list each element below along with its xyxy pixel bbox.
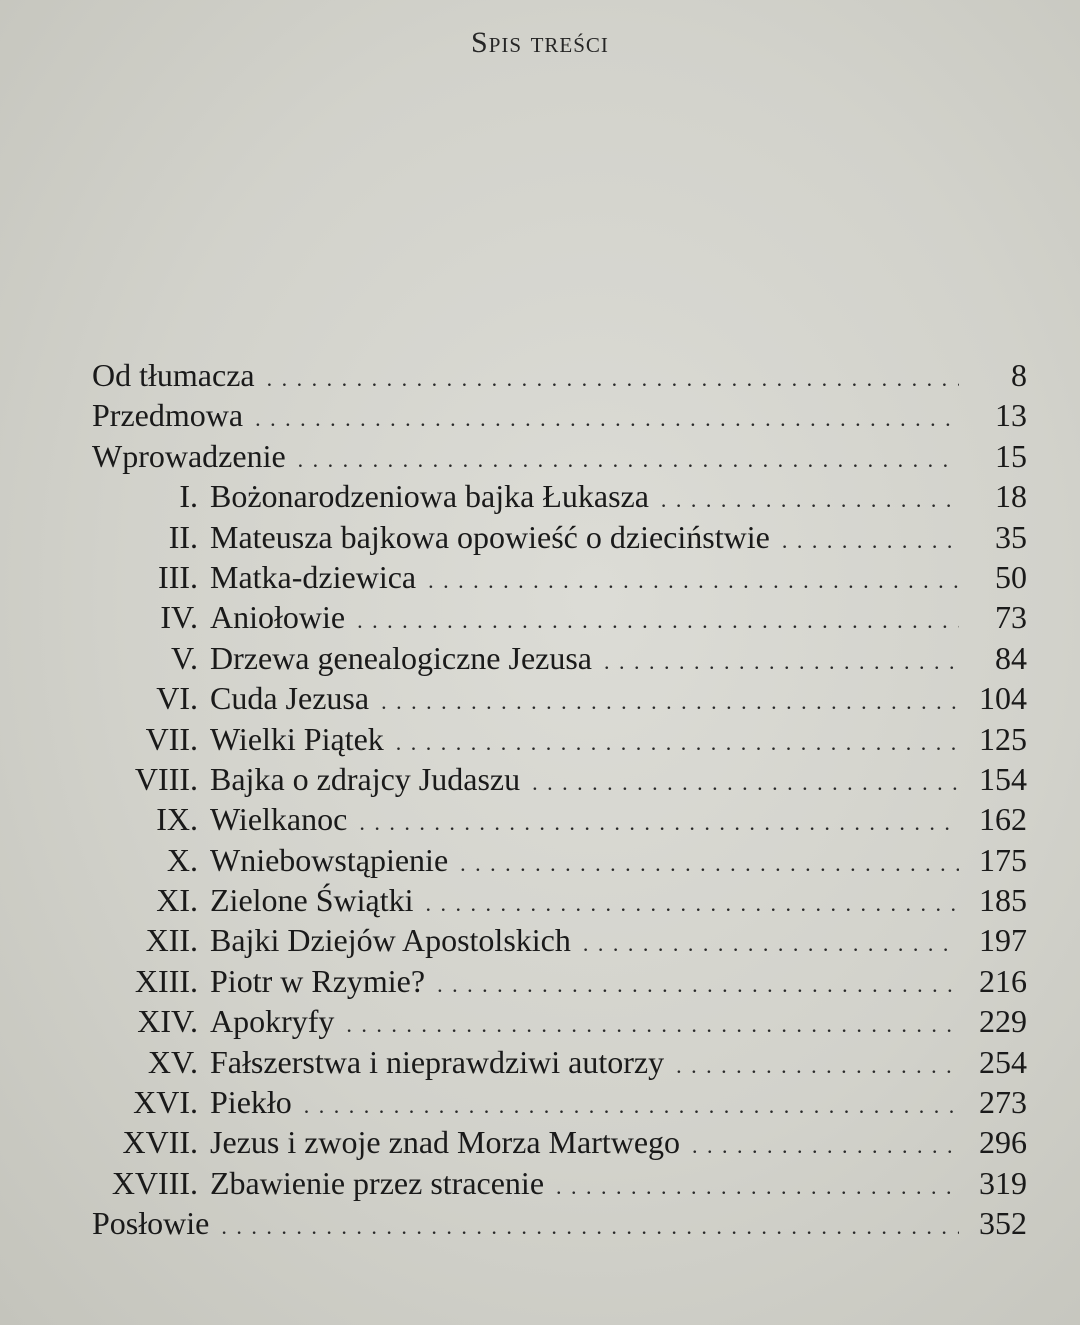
dot-leader <box>782 521 959 561</box>
page-number: 73 <box>995 599 1027 636</box>
page-number: 13 <box>995 397 1027 434</box>
page-number: 35 <box>995 518 1027 555</box>
toc-entry <box>0 719 1080 759</box>
dot-leader <box>437 965 959 1005</box>
chapter-title: Wielkanoc <box>210 801 348 838</box>
dot-leader <box>396 723 959 763</box>
chapter-number: III. <box>158 558 198 595</box>
dot-leader <box>298 440 959 480</box>
toc-entry <box>0 395 1080 435</box>
dot-leader <box>255 399 959 439</box>
chapter-number: IX. <box>156 801 198 838</box>
page-title: Spis treści <box>471 26 609 59</box>
toc-entry <box>0 517 1080 557</box>
dot-leader <box>381 682 959 722</box>
dot-leader <box>460 844 959 884</box>
toc-entry <box>0 1163 1080 1203</box>
page-number: 18 <box>995 478 1027 515</box>
toc-entry <box>0 678 1080 718</box>
chapter-title: Piekło <box>210 1084 292 1121</box>
dot-leader <box>604 642 959 682</box>
toc-entry <box>0 799 1080 839</box>
dot-leader <box>692 1126 959 1166</box>
chapter-number: IV. <box>160 599 198 636</box>
dot-leader <box>556 1167 959 1207</box>
page-number: 319 <box>979 1164 1027 1201</box>
dot-leader <box>583 924 959 964</box>
chapter-title: Wprowadzenie <box>92 437 286 474</box>
chapter-number: XVI. <box>133 1084 198 1121</box>
chapter-title: Zbawienie przez stracenie <box>210 1164 545 1201</box>
page-number: 104 <box>979 680 1027 717</box>
chapter-number: II. <box>168 518 198 555</box>
page-number: 254 <box>979 1043 1027 1080</box>
dot-leader <box>267 359 959 399</box>
toc-entry <box>0 638 1080 678</box>
toc-entry <box>0 880 1080 920</box>
toc-entry <box>0 355 1080 395</box>
chapter-title: Mateusza bajkowa opowieść o dzieciństwie <box>210 518 770 555</box>
chapter-title: Zielone Świątki <box>210 882 414 919</box>
toc-entry <box>0 557 1080 597</box>
dot-leader <box>426 884 959 924</box>
page-number: 197 <box>979 922 1027 959</box>
page-number: 50 <box>995 558 1027 595</box>
dot-leader <box>661 480 959 520</box>
chapter-title: Aniołowie <box>210 599 346 636</box>
chapter-title: Cuda Jezusa <box>210 680 370 717</box>
toc-entry <box>0 597 1080 637</box>
chapter-number: VIII. <box>134 760 198 797</box>
chapter-title: Piotr w Rzymie? <box>210 962 426 999</box>
chapter-number: XIV. <box>137 1003 198 1040</box>
chapter-title: Wielki Piątek <box>210 720 384 757</box>
chapter-title: Bożonarodzeniowa bajka Łukasza <box>210 478 649 515</box>
chapter-number: I. <box>179 478 198 515</box>
dot-leader <box>304 1086 959 1126</box>
toc-entry <box>0 840 1080 880</box>
chapter-title: Przedmowa <box>92 397 244 434</box>
page-number: 8 <box>1011 357 1027 393</box>
page-number: 296 <box>979 1124 1027 1161</box>
chapter-number: VI. <box>156 680 198 717</box>
chapter-title: Apokryfy <box>210 1003 335 1040</box>
page-number: 15 <box>995 437 1027 474</box>
toc-entry <box>0 1001 1080 1041</box>
dot-leader <box>346 1005 959 1045</box>
toc-entry <box>0 476 1080 516</box>
chapter-title: Posłowie <box>92 1205 210 1242</box>
dot-leader <box>428 561 959 601</box>
toc-entry <box>0 1042 1080 1082</box>
toc-entry <box>0 920 1080 960</box>
toc-entry <box>0 436 1080 476</box>
page-number: 216 <box>979 962 1027 999</box>
chapter-title: Od tłumacza <box>92 357 255 393</box>
page-number: 273 <box>979 1084 1027 1121</box>
toc-entry <box>0 1122 1080 1162</box>
page-number: 175 <box>979 841 1027 878</box>
chapter-title: Bajki Dziejów Apostolskich <box>210 922 571 959</box>
chapter-number: V. <box>171 639 198 676</box>
page-number: 84 <box>995 639 1027 676</box>
chapter-number: XVII. <box>122 1124 198 1161</box>
dot-leader <box>221 1207 959 1247</box>
table-of-contents <box>0 355 1080 1244</box>
chapter-number: XVIII. <box>111 1164 198 1201</box>
toc-entry <box>0 1082 1080 1122</box>
page-number: 125 <box>979 720 1027 757</box>
chapter-title: Fałszerstwa i nieprawdziwi autorzy <box>210 1043 665 1080</box>
toc-entry <box>0 961 1080 1001</box>
page-number: 185 <box>979 882 1027 919</box>
chapter-number: XV. <box>147 1043 198 1080</box>
toc-entry <box>0 1203 1080 1243</box>
chapter-number: X. <box>166 841 198 878</box>
chapter-number: VII. <box>145 720 198 757</box>
chapter-title: Matka-dziewica <box>210 558 417 595</box>
chapter-title: Bajka o zdrajcy Judaszu <box>210 760 521 797</box>
dot-leader <box>532 763 959 803</box>
page-number: 352 <box>979 1205 1027 1242</box>
dot-leader <box>357 601 959 641</box>
chapter-number: XII. <box>145 922 198 959</box>
chapter-title: Wniebowstąpienie <box>210 841 449 878</box>
chapter-number: XI. <box>156 882 198 919</box>
page-number: 229 <box>979 1003 1027 1040</box>
dot-leader <box>676 1046 959 1086</box>
chapter-title: Jezus i zwoje znad Morza Martwego <box>210 1124 681 1161</box>
chapter-title: Drzewa genealogiczne Jezusa <box>210 639 592 676</box>
dot-leader <box>359 803 959 843</box>
chapter-number: XIII. <box>134 962 198 999</box>
page-number: 154 <box>979 760 1027 797</box>
toc-entry <box>0 759 1080 799</box>
page-number: 162 <box>979 801 1027 838</box>
